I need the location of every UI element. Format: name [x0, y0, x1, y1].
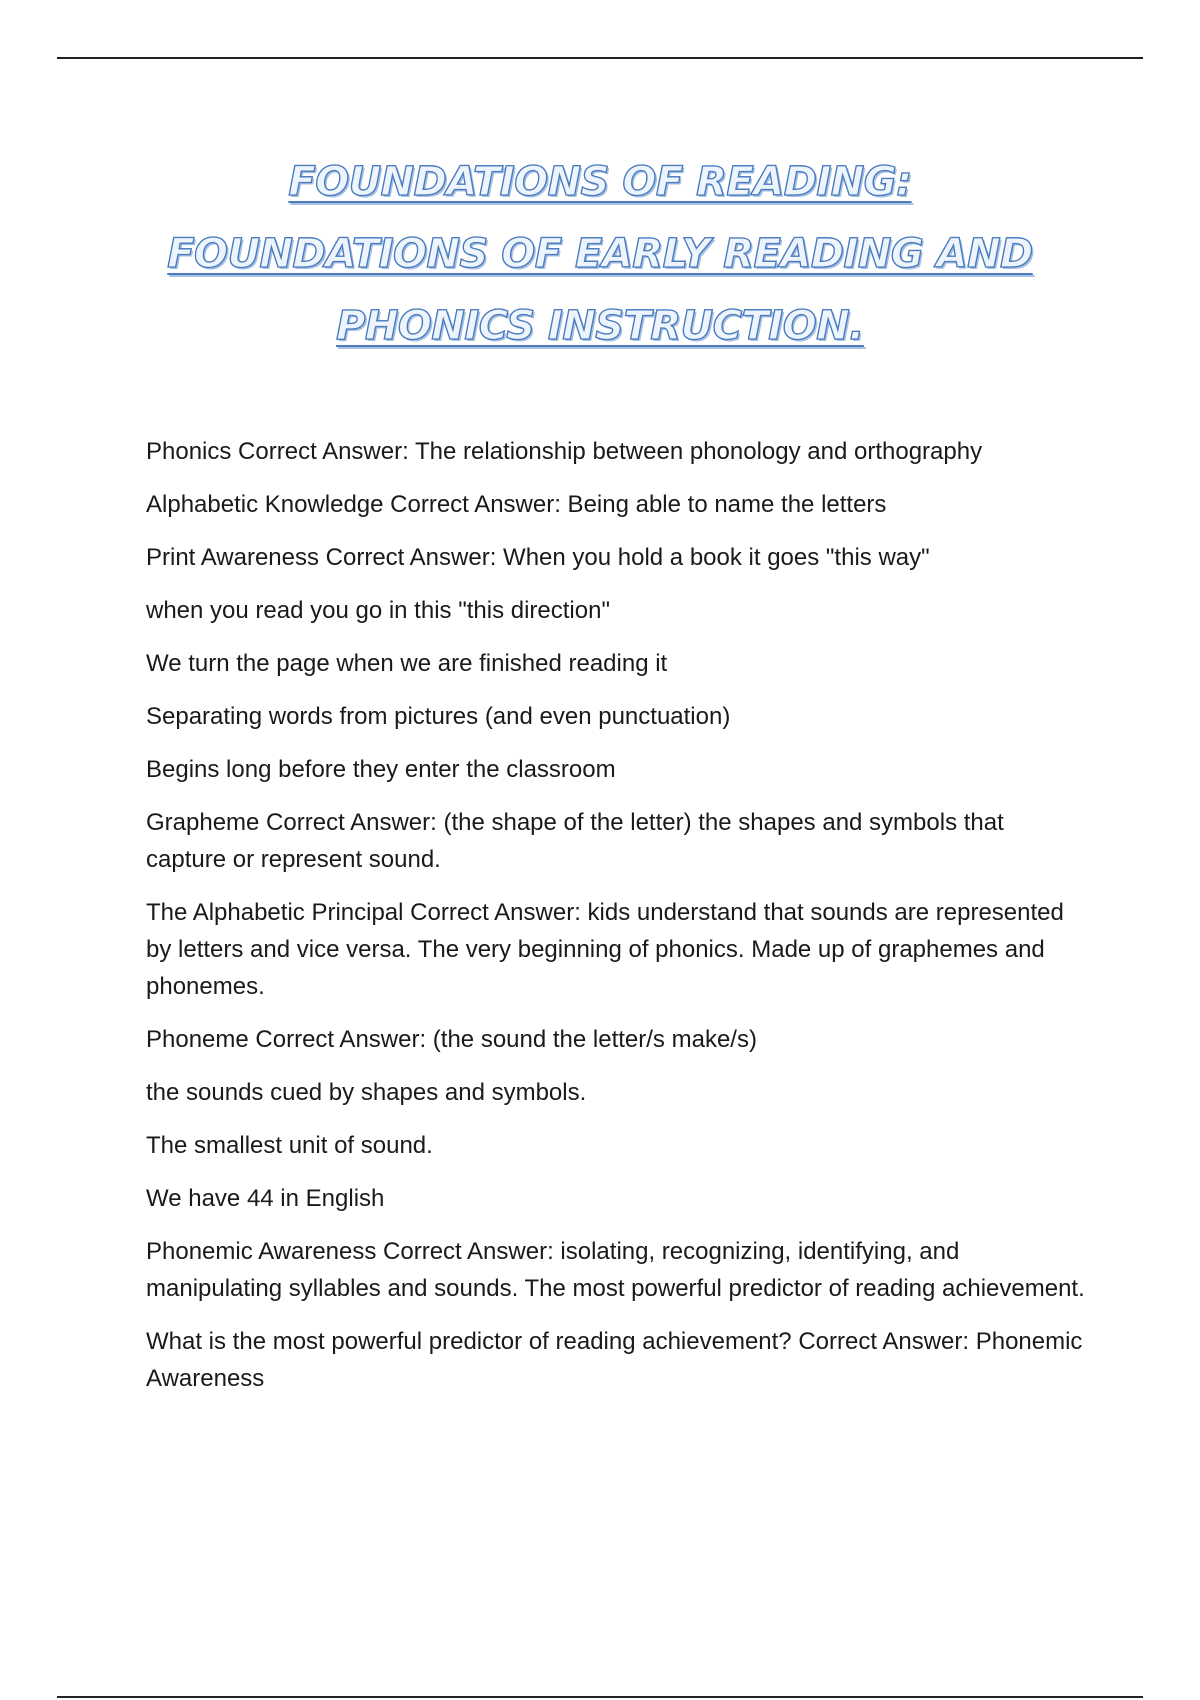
paragraph: Phoneme Correct Answer: (the sound the letter/s make/s) [146, 1026, 757, 1053]
title-line: FOUNDATIONS OF EARLY READING AND [167, 231, 1033, 277]
paragraph: Phonemic Awareness Correct Answer: isolating, recognizing, identifying, and manipulating syllables and sounds. The most powerful predictor of reading achievement. [146, 1238, 1085, 1302]
paragraph: The Alphabetic Principal Correct Answer: kids understand that sounds are represented by letters and vice versa. The very beginning of phonics. Made up of graphemes and phonemes. [146, 899, 1064, 1000]
paragraph: Print Awareness Correct Answer: When you hold a book it goes "this way" [146, 544, 930, 571]
paragraph: We have 44 in English [146, 1185, 385, 1212]
paragraph: We turn the page when we are finished reading it [146, 650, 668, 677]
title-line: FOUNDATIONS OF READING: [288, 159, 912, 205]
paragraph: Phonics Correct Answer: The relationship between phonology and orthography [146, 438, 983, 465]
paragraph: Separating words from pictures (and even punctuation) [146, 703, 731, 730]
title-line: PHONICS INSTRUCTION. [336, 303, 864, 349]
paragraph: Begins long before they enter the classroom [146, 756, 616, 783]
document-title [100, 146, 1100, 362]
paragraph: Grapheme Correct Answer: (the shape of the letter) the shapes and symbols that capture or represent sound. [146, 809, 1004, 873]
paragraph: when you read you go in this "this direction" [146, 597, 610, 624]
paragraph: Alphabetic Knowledge Correct Answer: Being able to name the letters [146, 491, 887, 518]
document-body [146, 433, 1086, 1413]
paragraph: The smallest unit of sound. [146, 1132, 433, 1159]
top-rule [57, 57, 1143, 59]
paragraph: What is the most powerful predictor of reading achievement? Correct Answer: Phonemic Awareness [146, 1328, 1083, 1392]
bottom-rule [57, 1696, 1143, 1698]
paragraph: the sounds cued by shapes and symbols. [146, 1079, 587, 1106]
